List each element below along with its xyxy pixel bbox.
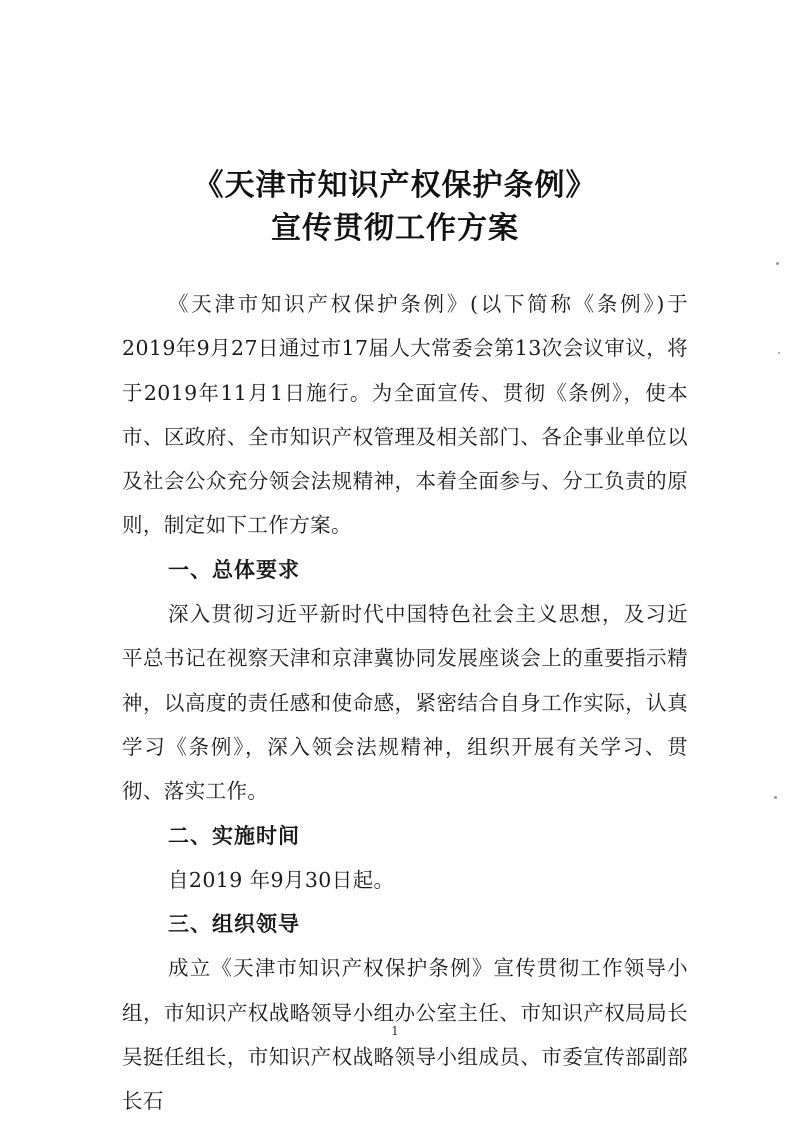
section-body-implementation-time: 自2019 年9月30日起。 <box>168 867 395 892</box>
scan-speck <box>776 262 779 265</box>
intro-paragraph: 《天津市知识产权保护条例》(以下简称《条例》)于 2019年9月27日通过市17届人大常委会第13次会议审议，将于2019年11月1日施行。为全面宣传、贯彻《条例》，使本市、区政府、全市知识产权管理及相关部门、各企事业单位以及社会公众充分领会法规精神，本着全面参与、分工负责的原则，制定如下工作方案。 <box>122 292 688 538</box>
page-number: 1 <box>391 1024 399 1038</box>
document-body <box>122 282 688 1124</box>
document-title: 《天津市知识产权保护条例》 <box>193 168 597 203</box>
section-body-organization-leadership: 成立《天津市知识产权保护条例》宣传贯彻工作领导小组，市知识产权战略领导小组办公室主任、市知识产权局局长吴挺任组长，市知识产权战略领导小组成员、市委宣传部副部长石 <box>122 956 688 1114</box>
section-body-general-requirements: 深入贯彻习近平新时代中国特色社会主义思想，及习近平总书记在视察天津和京津冀协同发展座谈会上的重要指示精神，以高度的责任感和使命感，紧密结合自身工作实际，认真学习《条例》，深入领会法规精神，组织开展有关学习、贯彻、落实工作。 <box>122 602 688 804</box>
scan-speck <box>778 352 780 354</box>
section-heading-general-requirements: 一、总体要求 <box>168 557 300 582</box>
section-heading-organization-leadership: 三、组织领导 <box>168 912 300 937</box>
document-subtitle: 宣传贯彻工作方案 <box>271 211 519 246</box>
scan-speck <box>774 796 777 799</box>
section-heading-implementation-time: 二、实施时间 <box>168 823 300 848</box>
